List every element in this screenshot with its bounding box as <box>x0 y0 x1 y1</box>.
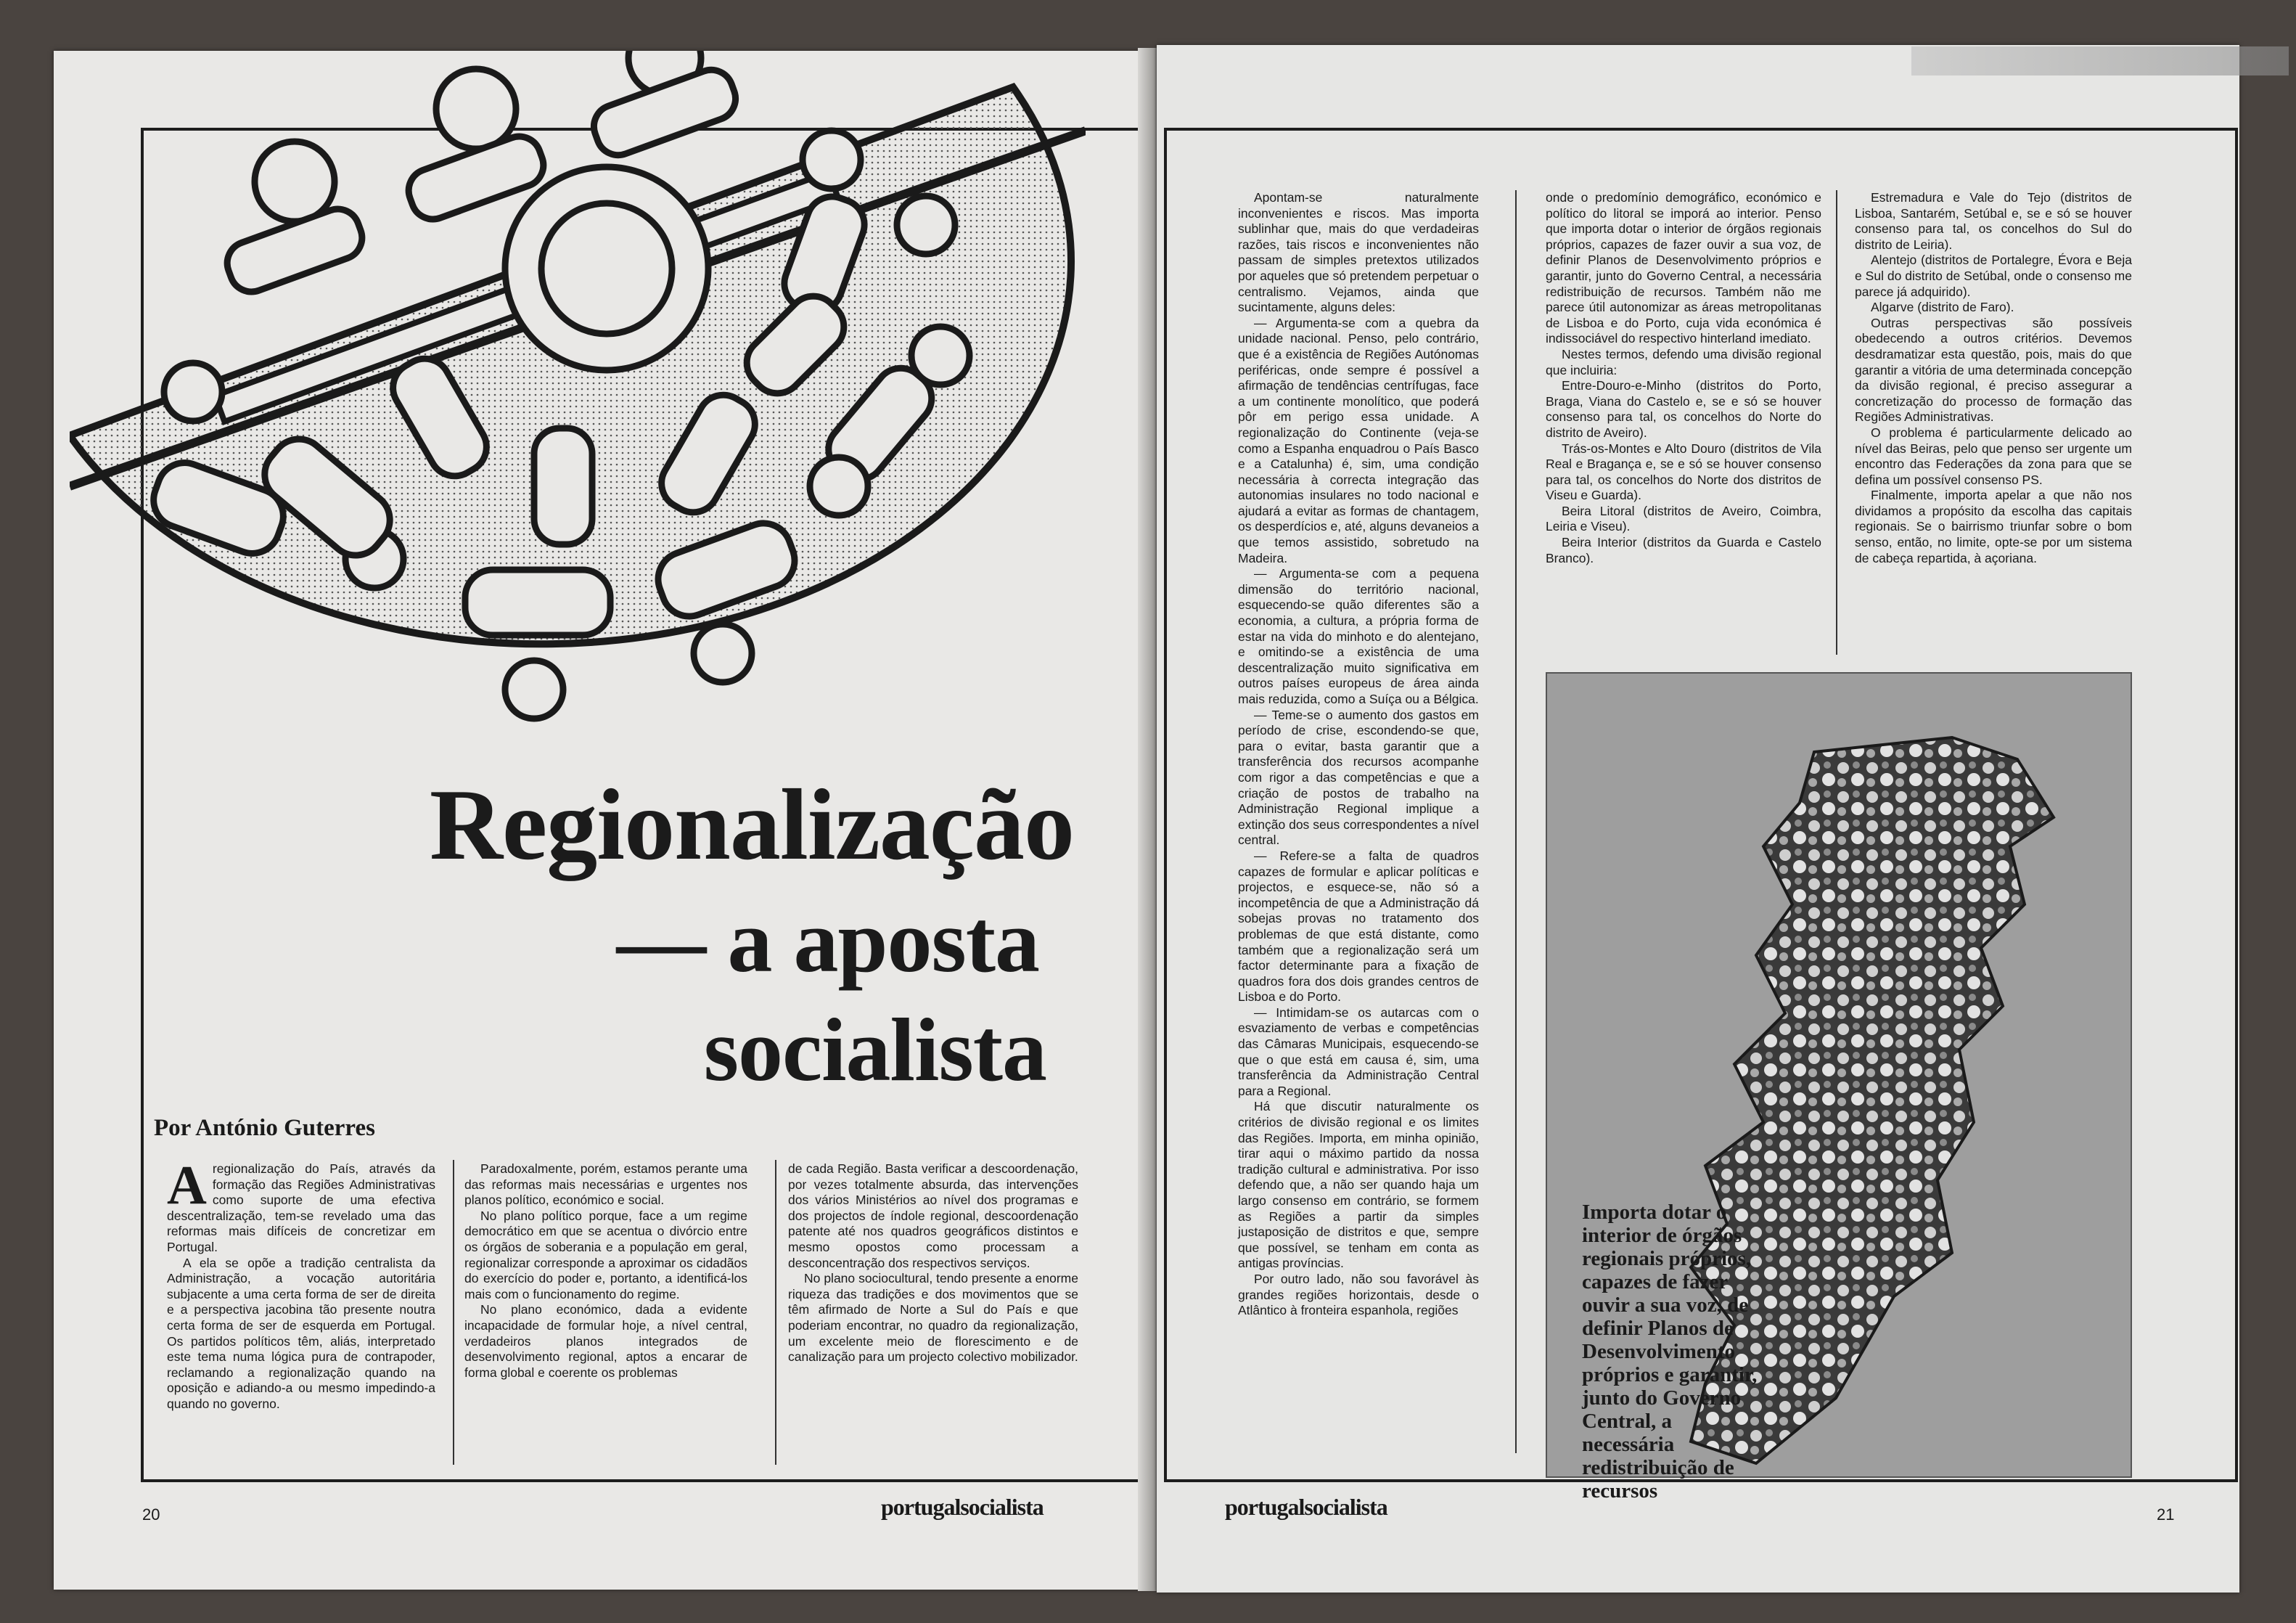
left-column-3 <box>788 1161 1078 1365</box>
right-col2-p4: Trás-os-Montes e Alto Douro (distritos de Vila Real e Bragança e, se e só se houver consenso para tal, os concelhos do Norte dos distritos de Viseu e Guarda). <box>1546 441 1821 503</box>
bleed-strip <box>1911 46 2289 75</box>
left-col3-p1: de cada Região. Basta verificar a descoordenação, por vezes totalmente absurda, das intervenções dos vários Ministérios ao nível dos programas e dos projectos de índole regional, descoordenação patente até nos quadros geográficos distintos e mesmo opostos como processam a desconcentração dos respectivos serviços. <box>788 1161 1078 1270</box>
right-col2-p6: Beira Interior (distritos da Guarda e Castelo Branco). <box>1546 535 1821 565</box>
left-col2-p2: No plano político porque, face a um regime democrático em que se acentua o divórcio entre os órgãos de soberania e a população em geral, regionalizar corresponde a aproximar os cidadãos do exercício do poder e, portanto, a identificá-los mais com o funcionamento do regime. <box>464 1208 747 1301</box>
right-col3-p5: O problema é particularmente delicado ao nível das Beiras, pelo que penso ser urgente um encontro das Federações da zona para que se defina um possível consenso PS. <box>1855 425 2132 487</box>
left-col1-p1: regionalização do País, através da formação das Regiões Administrativas como suporte de uma efectiva descentralização, tem-se revelado uma das reformas mais difíceis de concretizar em Portugal. <box>167 1161 435 1254</box>
left-col3-p2: No plano sociocultural, tendo presente a enorme riqueza das tradições e dos movimentos que se têm afirmado de Norte a Sul do País e que poderiam encontrar, no quadro da regionalização, um excelente meio de florescimento e de canalização para um projecto colectivo mobilizador. <box>788 1271 1078 1365</box>
right-col3-p4: Outras perspectivas são possíveis obedecendo a outros critérios. Devemos desdramatizar esta questão, pois, mais do que garantir a vitória de uma determinada concepção da divisão regional, é preciso assegurar a concretização do processo de formação das Regiões Administrativas. <box>1855 315 2132 425</box>
page-number-left: 20 <box>142 1505 160 1524</box>
right-col1-p6: — Intimidam-se os autarcas com o esvaziamento de verbas e competências das Câmaras Municipais, esquecendo-se que o que está em causa é, sim, uma transferência da Administração Central para a Regional. <box>1238 1005 1479 1098</box>
right-column-2 <box>1546 190 1821 566</box>
right-col1-p8: Por outro lado, não sou favorável às grandes regiões horizontais, desde o Atlântico à fronteira espanhola, regiões <box>1238 1271 1479 1318</box>
column-rule <box>775 1160 776 1465</box>
page-number-right: 21 <box>2157 1505 2175 1524</box>
headline-line-2: — a aposta <box>616 891 1039 991</box>
column-rule <box>1515 190 1517 1453</box>
right-column-1 <box>1238 190 1479 1319</box>
left-col2-p3: No plano económico, dada a evidente incapacidade de formular hoje, a nível central, verdadeiros planos integrados de desenvolvimento regional, aptos a encarar de forma global e coerente os problemas <box>464 1302 747 1380</box>
right-col2-p2: Nestes termos, defendo uma divisão regional que incluiria: <box>1546 346 1821 377</box>
right-col1-p2: — Argumenta-se com a quebra da unidade nacional. Penso, pelo contrário, que é a existência de Regiões Autónomas periféricas, onde sempre é possível a afirmação de tendências centrífugas, face a um continente monolítico, que poderá pôr em perigo essa unidade. A regionalização do Continente (veja-se como a Espanha enquadrou o País Basco e a Catalunha) é, sim, uma condição necessária à correcta integração das autonomias insulares no todo nacional e ajudará a evitar as formas de chantagem, os desperdícios e, até, alguns devaneios a que temos assistido, sobretudo na Madeira. <box>1238 315 1479 565</box>
right-col3-p6: Finalmente, importa apelar a que não nos dividamos a propósito da escolha das capitais regionais. Se o bairrismo triunfar sobre o bom senso, então, no limite, opte-se por um sistema de cabeça repartida, à açoriana. <box>1855 488 2132 565</box>
pull-quote: Importa dotar o interior de órgãos regionais próprios, capazes de fazer ouvir a sua voz, de definir Planos de Desenvolvimento próprios e garantir, junto do Governo Central, a necessária redistribuição de recursos <box>1582 1201 1758 1503</box>
left-column-2 <box>464 1161 747 1381</box>
headline-line-3: socialista <box>703 1000 1046 1100</box>
masthead-left: portugalsocialista <box>881 1494 1044 1520</box>
column-rule <box>1836 190 1837 655</box>
right-col3-p2: Alentejo (distritos de Portalegre, Évora e Beja e Sul do distrito de Setúbal, onde o consenso me parece já adquirido). <box>1855 253 2132 299</box>
right-col1-p3: — Argumenta-se com a pequena dimensão do território nacional, esquecendo-se quão diferentes são a economia, a cultura, a própria forma de estar na vida do minhoto e do alentejano, e omitindo-se a existência de uma descentralização muito significativa em outros países europeus de área ainda mais reduzida, como a Suíça ou a Bélgica. <box>1238 566 1479 706</box>
left-col1-p2: A ela se opõe a tradição centralista da Administração, a vocação autoritária subjacente a uma certa forma de ser de direita e a perspectiva jacobina tão presente noutra certa forma de ser de esquerda em Portugal. Os partidos políticos têm, aliás, interpretado este tema numa lógica pura de contrapoder, reclamando a regionalização quando na oposição e adiando-a ou mesmo impedindo-a quando no governo. <box>167 1255 435 1411</box>
right-col3-p1: Estremadura e Vale do Tejo (distritos de Lisboa, Santarém, Setúbal e, se e só se houver consenso para tal, os concelhos do Sul do distrito de Leiria). <box>1855 190 2132 252</box>
right-col2-p3: Entre-Douro-e-Minho (distritos do Porto, Braga, Viana do Castelo e, se e só se houver consenso para tal, os concelhos do Norte do distrito de Aveiro). <box>1546 378 1821 440</box>
left-column-1 <box>167 1155 435 1413</box>
regionalization-illustration <box>70 51 1086 748</box>
headline-line-1: Regionalização <box>429 769 1074 881</box>
column-rule <box>453 1160 454 1465</box>
drop-cap: A <box>167 1155 207 1216</box>
masthead-right: portugalsocialista <box>1225 1494 1387 1520</box>
right-col2-p1: onde o predomínio demográfico, económico e político do litoral se imporá ao interior. Penso que importa dotar o interior de órgãos regionais próprios, capazes de fazer ouvir a sua voz, de definir Planos de Desenvolvimento próprios e garantir, junto do Governo Central, a necessária redistribuição de recursos. Também não me parece útil autonomizar as áreas metropolitanas de Lisboa e do Porto, cuja vida económica é indissociável do respectivo hinterland imediato. <box>1546 190 1821 346</box>
right-col2-p5: Beira Litoral (distritos de Aveiro, Coimbra, Leiria e Viseu). <box>1546 503 1821 534</box>
right-col1-p5: — Refere-se a falta de quadros capazes de formular e aplicar políticas e projectos, e esquece-se, não só a incompetência de que a Administração dá sobejas provas no tratamento dos problemas de que está distante, como também que a regionalização será um factor determinante para a fixação de quadros fora dos dois grandes centros de Lisboa e do Porto. <box>1238 848 1479 1005</box>
right-col1-p4: — Teme-se o aumento dos gastos em período de crise, escondendo-se que, para o evitar, basta garantir que a transferência dos recursos acompanhe com rigor a das competências e que a criação de postos de trabalho na Administração Regional implique a extinção dos seus correspondentes a nível central. <box>1238 707 1479 848</box>
right-col3-p3: Algarve (distrito de Faro). <box>1871 300 2014 315</box>
right-col1-p7: Há que discutir naturalmente os critérios de divisão regional e os limites das Regiões. Importa, em minha opinião, tirar aqui o máximo partido da nossa tradição cultural e administrativa. Por isso defendo que, a não ser quando haja um largo consenso em contrário, se formem as Regiões a partir da simples justaposição de distritos e que, sempre que possível, se tenham em conta as antigas províncias. <box>1238 1099 1479 1271</box>
right-col1-p1: Apontam-se naturalmente inconvenientes e riscos. Mas importa sublinhar que, mais do que verdadeiras razões, tais riscos e inconvenientes não passam de simples pretextos utilizados por aqueles que só pretendem perpetuar o centralismo. Vejamos, ainda que sucintamente, alguns deles: <box>1238 190 1479 315</box>
author-byline: Por António Guterres <box>154 1115 375 1141</box>
right-column-3 <box>1855 190 2132 566</box>
left-col2-p1: Paradoxalmente, porém, estamos perante uma das reformas mais necessárias e urgentes nos planos político, económico e social. <box>464 1161 747 1208</box>
